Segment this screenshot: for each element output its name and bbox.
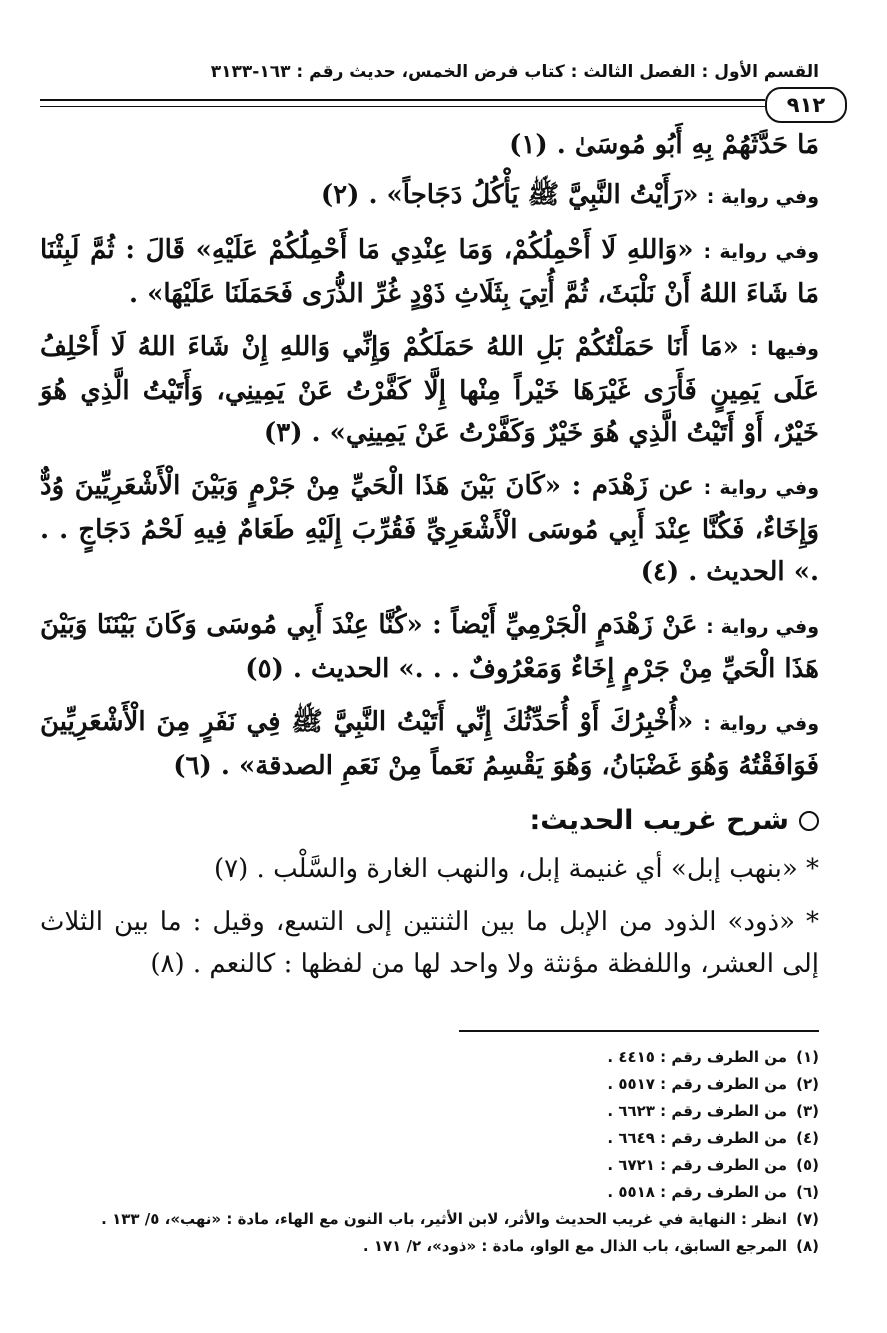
paragraph — [40, 465, 819, 593]
paragraph-text: «وَاللهِ لَا أَحْمِلُكُمْ، وَمَا عِنْدِي مَا أَحْمِلُكُمْ عَلَيْهِ» قَالَ : ثُمَّ لَبِثْنَا مَا شَاءَ اللهُ أَنْ نَلْبَثَ، ثُمَّ أُتِيَ بِثَلَاثِ ذَوْدٍ غُرِّ الذُّرَى فَحَمَلَنَا عَلَيْهَا» . — [40, 235, 819, 309]
paragraph — [40, 124, 819, 168]
footnote — [40, 1152, 819, 1179]
footnote-number: (١) — [796, 1048, 819, 1066]
paragraph — [40, 174, 819, 218]
paragraph — [40, 326, 819, 454]
footnote-separator — [459, 1030, 819, 1032]
footnote-text: من الطرف رقم : ٥٥١٨ . — [607, 1183, 787, 1201]
paragraph-text: عَنْ زَهْدَمٍ الْجَرْمِيِّ أَيْضاً : «كُنَّا عِنْدَ أَبِي مُوسَى وَكَانَ بَيْنَنَا وَبَيْنَ هَذَا الْحَيِّ مِنْ جَرْمٍ إِخَاءٌ وَمَعْرُوفٌ . . .» الحديث . (٥) — [40, 610, 819, 684]
footnote — [40, 1098, 819, 1125]
footnote-text: من الطرف رقم : ٦٦٢٣ . — [607, 1102, 787, 1120]
running-header: القسم الأول : الفصل الثالث : كتاب فرض الخمس، حديث رقم : ١٦٣-٣١٣٣ — [210, 62, 819, 82]
page-number: ٩١٢ — [765, 87, 847, 123]
gloss-item: * «ذود» الذود من الإبل ما بين الثنتين إلى التسع، وقيل : ما بين الثلاث إلى العشر، واللفظة مؤنثة ولا واحد لها من لفظها : كالنعم . (٨) — [40, 907, 819, 979]
footnote-text: من الطرف رقم : ٥٥١٧ . — [607, 1075, 787, 1093]
footnote-text: من الطرف رقم : ٦٧٢١ . — [607, 1156, 787, 1174]
footnote — [40, 1071, 819, 1098]
footnotes — [40, 1044, 819, 1260]
footnote-number: (٣) — [796, 1102, 819, 1120]
paragraph-lead: وفي رواية : — [703, 477, 820, 499]
paragraph-text: «مَا أَنَا حَمَلْتُكُمْ بَلِ اللهُ حَمَلَكُمْ وَإِنِّي وَاللهِ إِنْ شَاءَ اللهُ لَا أَحْلِفُ عَلَى يَمِينٍ فَأَرَى غَيْرَهَا خَيْراً مِنْها إِلَّا كَفَّرْتُ عَنْ يَمِينِي، وَأَتَيْتُ الَّذِي هُوَ خَيْرٌ، أَوْ أَتَيْتُ الَّذِي هُوَ خَيْرٌ وَكَفَّرْتُ عَنْ يَمِينِي» . (٣) — [40, 332, 819, 448]
paragraph-lead: وفي رواية : — [703, 241, 820, 263]
section-heading-text: شرح غريب الحديث: — [529, 805, 789, 836]
paragraph-lead: وفي رواية : — [706, 616, 819, 638]
footnote-text: انظر : النهاية في غريب الحديث والأثر، لابن الأثير، باب النون مع الهاء، مادة : «نهب»، ٥/ ١٣٣ . — [101, 1210, 787, 1228]
footnote — [40, 1125, 819, 1152]
paragraph — [40, 604, 819, 690]
footnote-text: من الطرف رقم : ٦٦٤٩ . — [607, 1129, 787, 1147]
footnote — [40, 1179, 819, 1206]
paragraph-text: «أُخْبِرُكَ أَوْ أُحَدِّثُكَ إِنِّي أَتَيْتُ النَّبِيَّ ﷺ فِي نَفَرٍ مِنَ الْأَشْعَرِيِّينَ فَوَافَقْتُهُ وَهُوَ غَضْبَانُ، وَهُوَ يَقْسِمُ نَعَماً مِنْ نَعَمِ الصدقة» . (٦) — [40, 707, 819, 781]
paragraph-text: «رَأَيْتُ النَّبِيَّ ﷺ يَأْكُلُ دَجَاجاً» . (٢) — [320, 180, 699, 210]
paragraph-lead: وفي رواية : — [706, 186, 819, 208]
section-heading — [40, 805, 819, 836]
footnote-text: من الطرف رقم : ٤٤١٥ . — [607, 1048, 787, 1066]
footnote-number: (٦) — [796, 1183, 819, 1201]
footnote-number: (٢) — [796, 1075, 819, 1093]
paragraph-lead: وفي رواية : — [703, 713, 820, 735]
footnote-text: المرجع السابق، باب الذال مع الواو، مادة : «ذود»، ٢/ ١٧١ . — [362, 1237, 787, 1255]
header-rule — [40, 99, 765, 107]
paragraph-lead: وفيها : — [750, 338, 819, 360]
circle-bullet-icon — [799, 811, 819, 831]
paragraph — [40, 701, 819, 787]
footnote — [40, 1233, 819, 1260]
footnote-number: (٥) — [796, 1156, 819, 1174]
footnote-number: (٧) — [796, 1210, 819, 1228]
paragraph-text: مَا حَدَّثَهُمْ بِهِ أَبُو مُوسَىٰ . (١) — [509, 130, 819, 160]
footnote — [40, 1206, 819, 1233]
paragraph — [40, 229, 819, 315]
footnote-number: (٤) — [796, 1129, 819, 1147]
footnote — [40, 1044, 819, 1071]
paragraph-text: عن زَهْدَم : «كَانَ بَيْنَ هَذَا الْحَيِّ مِنْ جَرْمٍ وَبَيْنَ الْأَشْعَرِيِّينَ وُدٌّ وَإِخَاءٌ، فَكُنَّا عِنْدَ أَبِي مُوسَى الْأَشْعَرِيِّ فَقُرِّبَ إِلَيْهِ طَعَامٌ فِيهِ لَحْمُ دَجَاجٍ . . .» الحديث . (٤) — [40, 471, 819, 587]
footnote-number: (٨) — [796, 1237, 819, 1255]
main-text — [40, 124, 819, 996]
gloss-item: * «بنهب إبل» أي غنيمة إبل، والنهب الغارة والسَّلْب . (٧) — [214, 854, 819, 884]
